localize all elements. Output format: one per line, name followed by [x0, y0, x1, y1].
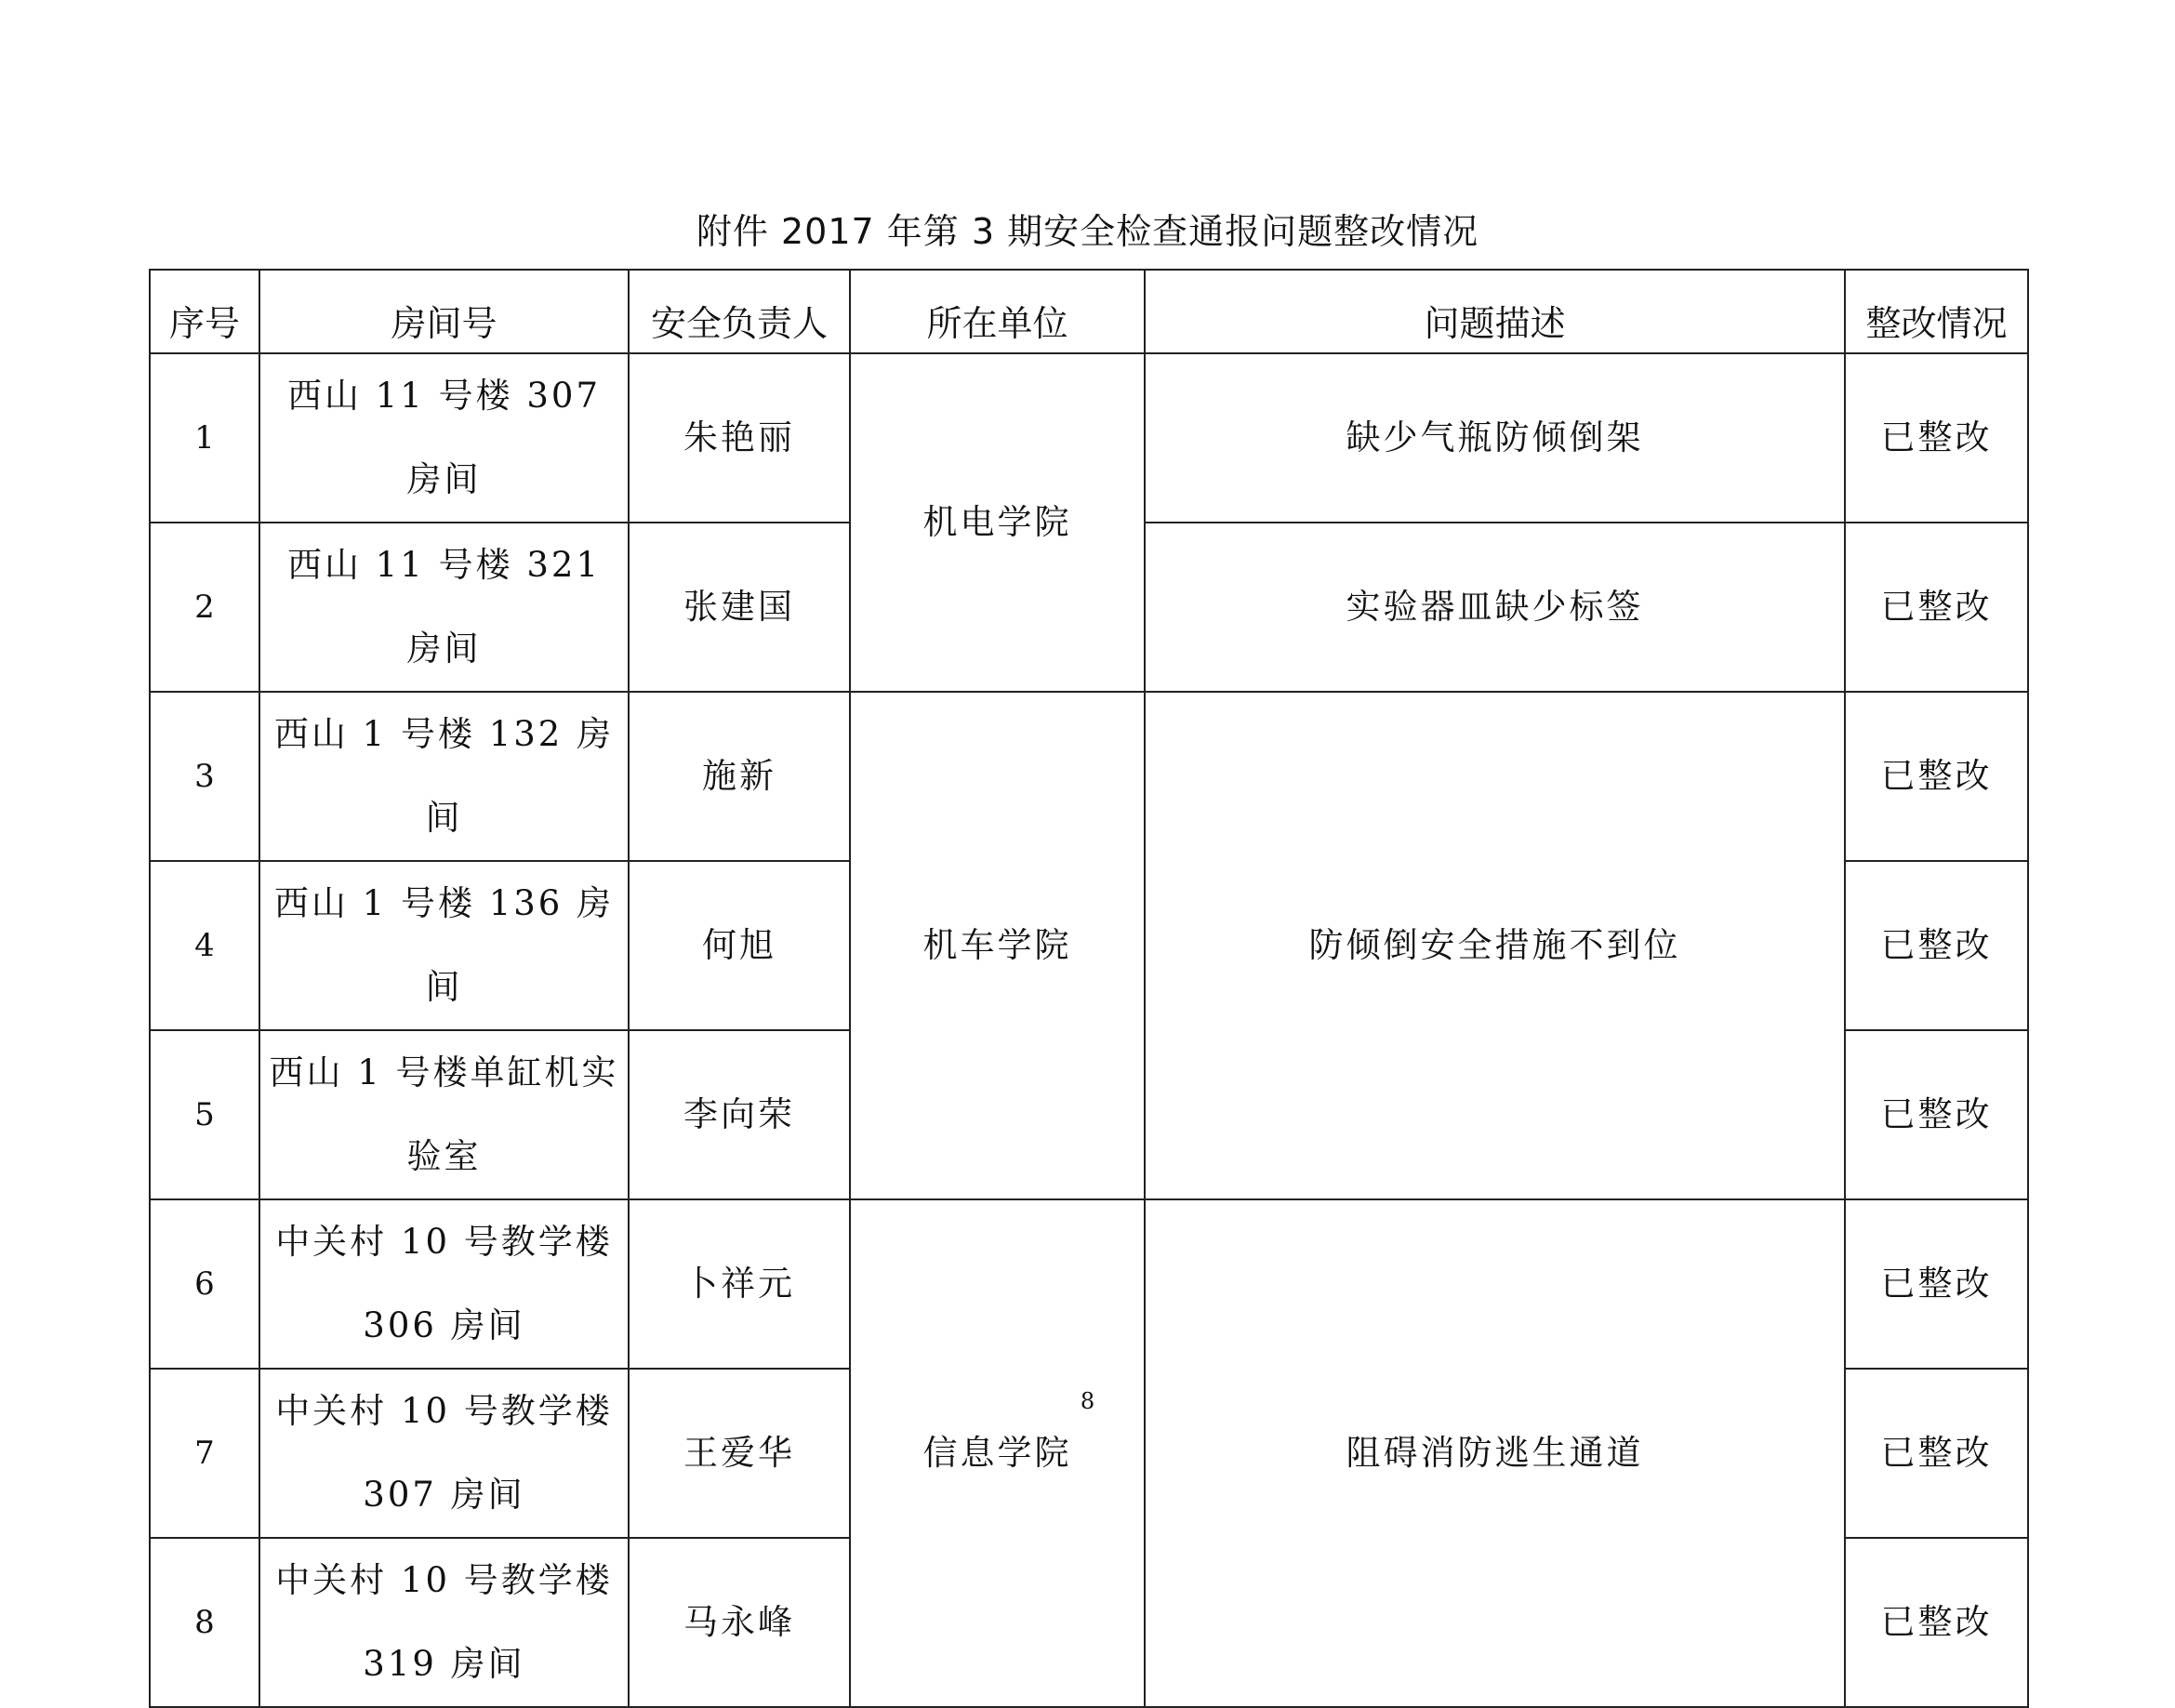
- row-room: 西山 11 号楼 321 房间: [259, 523, 629, 692]
- row-status: 已整改: [1845, 692, 2028, 861]
- row-person: 何旭: [629, 861, 850, 1030]
- row-unit: 机车学院: [850, 692, 1145, 1199]
- row-problem: 缺少气瓶防倾倒架: [1145, 353, 1845, 523]
- row-person: 施新: [629, 692, 850, 861]
- row-status: 已整改: [1845, 1538, 2028, 1707]
- row-person: 马永峰: [629, 1538, 850, 1707]
- row-status: 已整改: [1845, 1199, 2028, 1369]
- row-status: 已整改: [1845, 861, 2028, 1030]
- row-room: 中关村 10 号教学楼 307 房间: [259, 1369, 629, 1538]
- row-index: 1: [150, 353, 259, 523]
- row-status: 已整改: [1845, 353, 2028, 523]
- row-problem: 防倾倒安全措施不到位: [1145, 692, 1845, 1199]
- row-room: 西山 11 号楼 307 房间: [259, 353, 629, 523]
- row-index: 2: [150, 523, 259, 692]
- row-index: 5: [150, 1030, 259, 1199]
- row-status: 已整改: [1845, 1030, 2028, 1199]
- document-title: 附件 2017 年第 3 期安全检查通报问题整改情况: [696, 211, 1479, 252]
- header-unit: 所在单位: [850, 270, 1145, 353]
- header-status: 整改情况: [1845, 270, 2028, 353]
- row-unit: 信息学院: [850, 1199, 1145, 1707]
- row-index: 7: [150, 1369, 259, 1538]
- header-problem: 问题描述: [1145, 270, 1845, 353]
- row-room: 西山 1 号楼单缸机实验室: [259, 1030, 629, 1199]
- row-problem: 阻碍消防逃生通道: [1145, 1199, 1845, 1707]
- row-status: 已整改: [1845, 1369, 2028, 1538]
- inspection-table: [149, 269, 2029, 1708]
- row-person: 张建国: [629, 523, 850, 692]
- page-number: 8: [1080, 1388, 1095, 1414]
- row-unit: 机电学院: [850, 353, 1145, 692]
- row-room: 西山 1 号楼 132 房间: [259, 692, 629, 861]
- row-person: 李向荣: [629, 1030, 850, 1199]
- row-index: 6: [150, 1199, 259, 1369]
- table-row: [150, 1199, 2028, 1369]
- row-index: 4: [150, 861, 259, 1030]
- row-status: 已整改: [1845, 523, 2028, 692]
- row-problem: 实验器皿缺少标签: [1145, 523, 1845, 692]
- row-person: 王爱华: [629, 1369, 850, 1538]
- row-person: 卜祥元: [629, 1199, 850, 1369]
- table-header-row: [150, 270, 2028, 353]
- table-row: [150, 353, 2028, 523]
- header-index: 序号: [150, 270, 259, 353]
- row-person: 朱艳丽: [629, 353, 850, 523]
- header-person: 安全负责人: [629, 270, 850, 353]
- row-index: 3: [150, 692, 259, 861]
- row-room: 中关村 10 号教学楼 319 房间: [259, 1538, 629, 1707]
- row-index: 8: [150, 1538, 259, 1707]
- table-row: [150, 692, 2028, 861]
- header-room: 房间号: [259, 270, 629, 353]
- row-room: 西山 1 号楼 136 房间: [259, 861, 629, 1030]
- row-room: 中关村 10 号教学楼 306 房间: [259, 1199, 629, 1369]
